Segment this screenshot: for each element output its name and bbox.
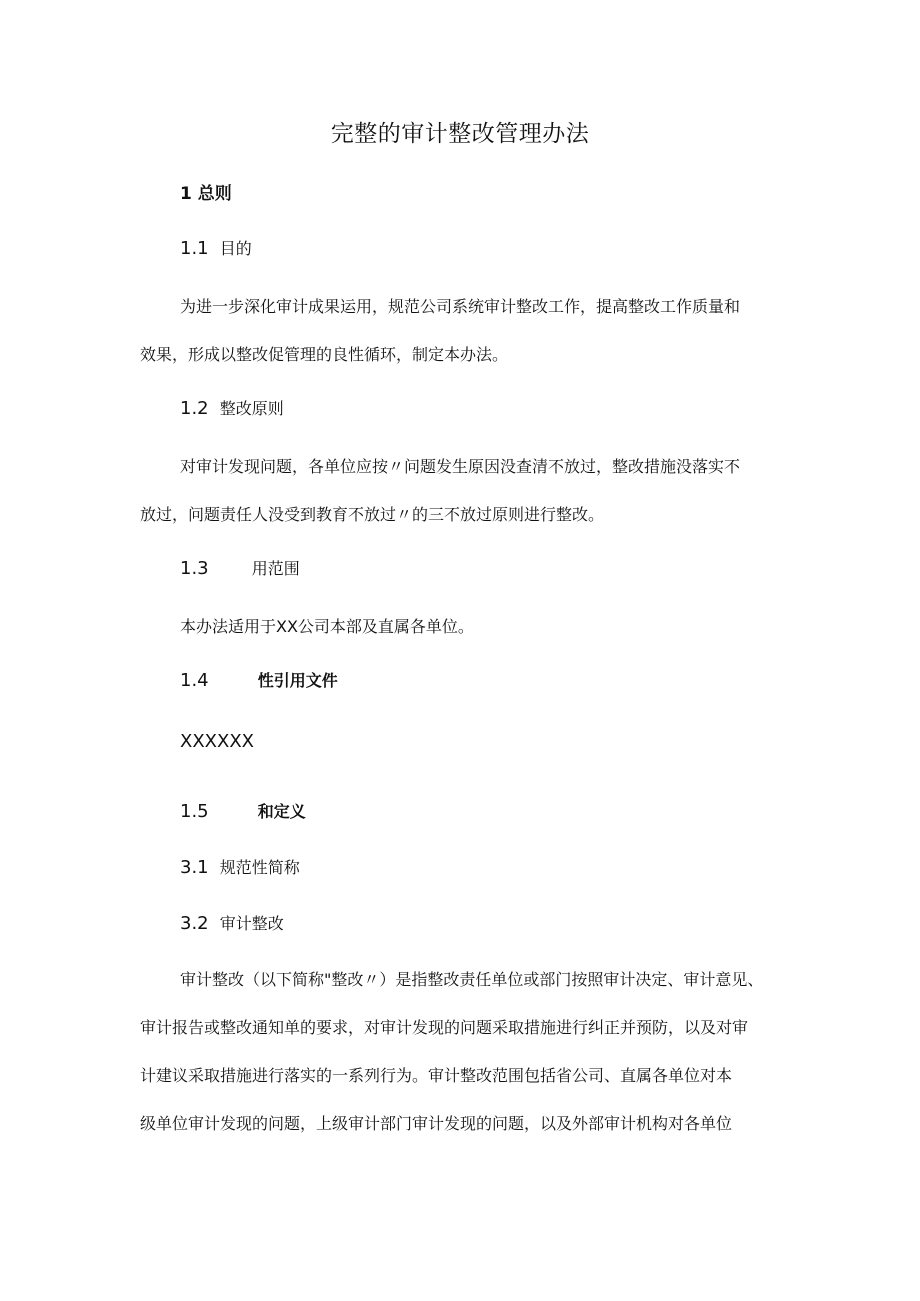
paragraph-line: 放过，问题责任人没受到教育不放过〃的三不放过原则进行整改。: [140, 505, 605, 524]
section-number: 3.1: [180, 857, 209, 878]
section-number: 3.2: [180, 913, 209, 934]
section-heading-scope: [180, 557, 300, 581]
section-heading-references: [180, 669, 338, 693]
section-label: 和定义: [257, 802, 306, 821]
section-label: 1 总则: [180, 184, 232, 204]
section-heading-principle: [180, 397, 284, 421]
paragraph-line: 审计整改（以下简称"整改〃）是指整改责任单位或部门按照审计决定、审计意见、: [180, 970, 764, 989]
section-number: 1.2: [180, 398, 209, 419]
section-label: 审计整改: [219, 914, 284, 933]
section-heading-abbreviation: [180, 856, 300, 880]
section-heading-purpose: [180, 237, 252, 261]
section-label: 规范性简称: [219, 858, 300, 877]
section-label: 性引用文件: [257, 671, 338, 690]
section-number: 1.5: [180, 801, 209, 822]
section-number: 1.3: [180, 558, 209, 579]
paragraph-line: 本办法适用于XX公司本部及直属各单位。: [180, 617, 474, 636]
paragraph-line: XXXXXX: [180, 731, 254, 752]
page-title: 完整的审计整改管理办法: [330, 121, 590, 147]
paragraph-line: 效果，形成以整改促管理的良性循环，制定本办法。: [140, 345, 509, 364]
section-heading-general: [180, 182, 232, 206]
paragraph-line: 对审计发现问题，各单位应按〃问题发生原因没查清不放过，整改措施没落实不: [180, 457, 741, 476]
paragraph-line: 计建议采取措施进行落实的一系列行为。审计整改范围包括省公司、直属各单位对本: [140, 1066, 733, 1085]
paragraph-line: 级单位审计发现的问题，上级审计部门审计发现的问题，以及外部审计机构对各单位: [140, 1114, 733, 1133]
section-label: 目的: [219, 239, 252, 258]
section-heading-definitions: [180, 800, 306, 824]
section-label: 用范围: [251, 559, 300, 578]
section-number: 1.4: [180, 670, 209, 691]
section-label: 整改原则: [219, 399, 284, 418]
paragraph-line: 为进一步深化审计成果运用，规范公司系统审计整改工作，提高整改工作质量和: [180, 297, 741, 316]
paragraph-line: 审计报告或整改通知单的要求，对审计发现的问题采取措施进行纠正并预防，以及对审: [140, 1018, 749, 1037]
section-heading-audit-rectification: [180, 912, 284, 936]
section-number: 1.1: [180, 238, 209, 259]
